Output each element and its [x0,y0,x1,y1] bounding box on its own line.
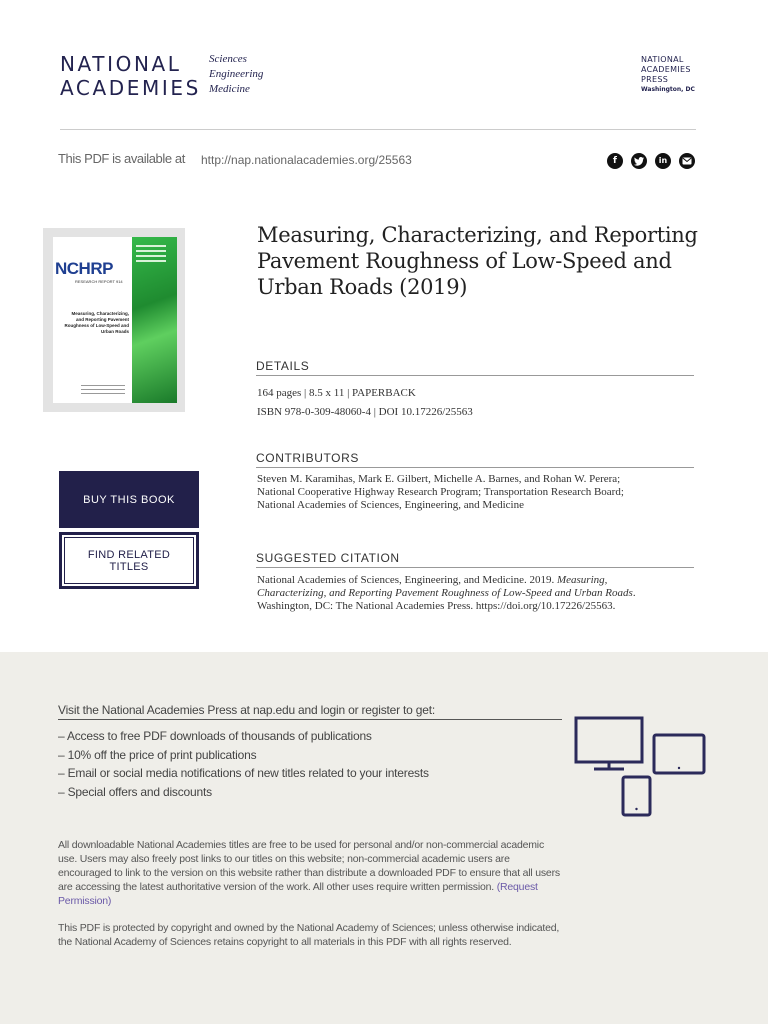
citation-title-part-1: Measuring, [556,574,608,586]
contributors-heading: CONTRIBUTORS [256,451,694,468]
twitter-icon[interactable] [631,153,647,169]
contributors-line-3: National Academies of Sciences, Engineering, and Medicine [257,499,524,511]
citation-suffix: Washington, DC: The National Academies Press. https://doi.org/10.17226/25563. [257,600,616,612]
tablet-icon [654,735,704,773]
citation-body: National Academies of Sciences, Engineering, and Medicine. 2019. Measuring, Characterizing, and Reporting Pavement Roughness of Low-Speed and Urban Roads. Washington, DC: The National Academies Press. https://doi.org/10.17226/25563. [257,574,636,612]
linkedin-icon[interactable]: in [655,153,671,169]
details-body [257,384,697,422]
logo-sub-engineering: Engineering [209,68,264,80]
benefit-item: – Special offers and discounts [58,784,212,799]
phone-icon [623,777,650,815]
pdf-available-label: This PDF is available at [58,151,185,166]
legal-paragraph-1 [58,838,564,908]
benefits-list [58,727,429,801]
press-line-3: PRESS [641,75,669,84]
benefit-item: – 10% off the price of print publications [58,747,257,762]
citation-heading: SUGGESTED CITATION [256,551,694,568]
facebook-icon[interactable]: f [607,153,623,169]
monitor-icon [576,718,642,769]
cover-series: RESEARCH REPORT 914 [75,279,123,284]
details-heading: DETAILS [256,359,694,376]
find-related-titles-button[interactable] [59,532,199,589]
benefit-item: – Access to free PDF downloads of thousands of publications [58,729,372,743]
citation-prefix: National Academies of Sciences, Engineering, and Medicine. 2019. [257,574,555,586]
benefit-item: – Email or social media notifications of new titles related to your interests [58,766,429,780]
book-cover-image[interactable] [53,237,177,403]
logo-sub-medicine: Medicine [209,83,250,95]
header-divider [60,129,696,130]
nap-press-logo [641,55,695,95]
press-line-1: NATIONAL [641,55,684,64]
legal-usage-text: All downloadable National Academies titles are free to be used for personal and/or non-commercial academic use. Users may also freely post links to our titles on this website; non-commercial academic users are encouraged to link to the version on this website rather than distribute a downloaded PDF to ensure that all users are accessing the latest authoritative version of the work. All other uses require written permission. [58,839,560,893]
logo-sub-sciences: Sciences [209,53,247,65]
citation-title-part-2: Characterizing, and Reporting Pavement Roughness of Low-Speed and Urban Roads [257,587,633,599]
logo-line-1: NATIONAL [60,52,182,76]
find-related-label: FIND RELATED TITLES [87,548,171,573]
logo-line-2: ACADEMIES [60,76,201,100]
social-share-bar [607,153,695,169]
cover-brand: NCHRP [55,259,113,278]
legal-copyright-text: This PDF is protected by copyright and owned by the National Academy of Sciences; unless otherwise indicated, the National Academy of Sciences retains copyright to all materials in this PDF with all rights reserved. [58,922,560,948]
contributors-line-1: Steven M. Karamihas, Mark E. Gilbert, Michelle A. Barnes, and Rohan W. Perera; [257,473,621,485]
contributors-line-2: National Cooperative Highway Research Program; Transportation Research Board; [257,486,624,498]
contributors-body [257,473,697,512]
pdf-url-link[interactable]: http://nap.nationalacademies.org/25563 [201,153,412,167]
details-pages: 164 pages | 8.5 x 11 | PAPERBACK [257,387,416,399]
buy-this-book-button[interactable]: BUY THIS BOOK [59,471,199,528]
national-academies-logo [60,52,201,100]
cover-green-band [132,237,177,403]
devices-illustration [574,716,706,818]
visit-nap-text: Visit the National Academies Press at nap.edu and login or register to get: [58,703,562,720]
email-icon[interactable] [679,153,695,169]
book-title: Measuring, Characterizing, and Reporting Pavement Roughness of Low-Speed and Urban Roads (2019) [257,223,698,299]
cover-title: Measuring, Characterizing, and Reporting Pavement Roughness of Low-Speed and Urban Roads [64,311,129,334]
cover-footer-lines [81,385,125,397]
request-permission-link[interactable]: (Request Permission) [58,881,538,907]
details-isbn: ISBN 978-0-309-48060-4 | DOI 10.17226/25563 [257,406,473,418]
logo-subtitle [209,52,263,97]
press-location: Washington, DC [641,86,695,93]
press-line-2: ACADEMIES [641,65,691,74]
